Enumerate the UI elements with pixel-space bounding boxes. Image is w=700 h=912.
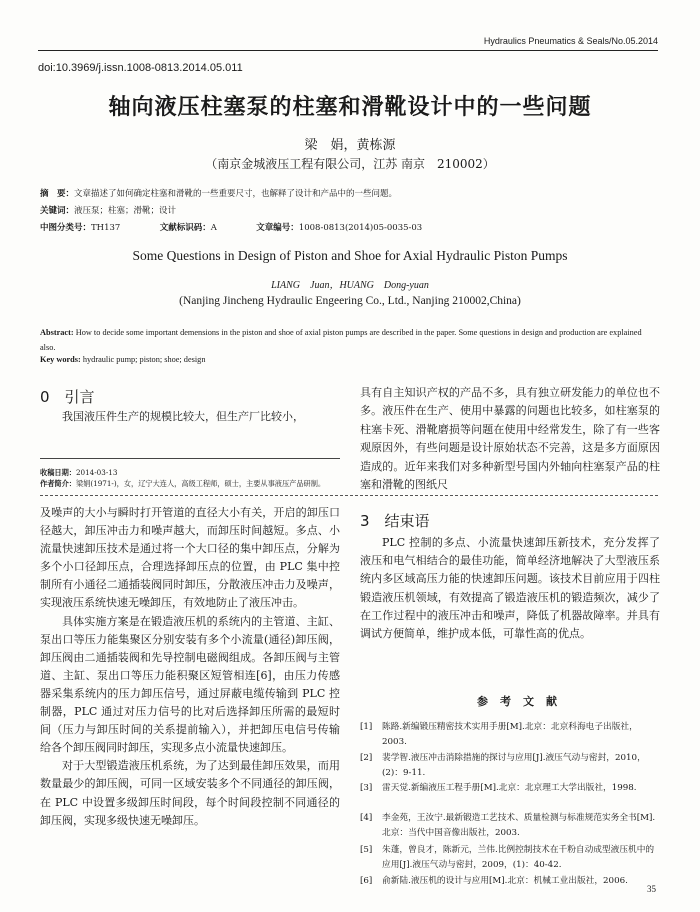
reference-text: 雷天觉.新编液压工程手册[M].北京：北京理工大学出版社，1998. <box>382 783 637 793</box>
keywords-chinese <box>40 204 176 216</box>
title-english: Some Questions in Design of Piston and Shoe for Axial Hydraulic Piston Pumps <box>132 248 568 263</box>
doc-code-value: A <box>210 223 217 233</box>
footnote <box>40 467 340 489</box>
page-break-divider <box>40 495 658 496</box>
reference-text: 朱蓬，曾良才，陈新元，兰伟.比例控制技术在千粉自动成型液压机中的应用[J].液压气动与密封，2009，(1)：40-42. <box>382 845 655 870</box>
abstract-english-text: How to decide some important demensions in the piston and shoe of axial piston pumps are described in the paper. Some questions in design and production are explained also. <box>40 328 642 352</box>
reference-text: 裴学智.液压冲击消除措施的探讨与应用[J].液压气动与密封，2010，(2)：9-11. <box>382 753 646 778</box>
keywords-chinese-text: 液压泵；柱塞；滑靴；设计 <box>74 206 177 216</box>
page-number: 35 <box>647 884 656 894</box>
reference-item <box>360 781 660 796</box>
keywords-english-label: Key words: <box>40 355 81 364</box>
reference-text: 陈路.新编锻压精密技术实用手册[M].北京：北京科海电子出版社，2003. <box>382 722 638 747</box>
section-intro-heading: 0 引言 <box>40 388 95 406</box>
section-intro-text <box>40 408 340 426</box>
section-conclusion-heading: 3 结束语 <box>360 512 430 530</box>
title-chinese: 轴向液压柱塞泵的柱塞和滑靴设计中的一些问题 <box>108 95 592 120</box>
affiliation-chinese: （南京金城液压工程有限公司，江苏 南京 210002） <box>205 157 495 171</box>
body-paragraph-1: 及噪声的大小与瞬时打开管道的直径大小有关，开启的卸压口径越大，卸压冲击力和噪声越大，而卸压时间越短。多点、小流量快速卸压技术是通过将一个大口径的集中卸压点，分解为多个小口径卸压点，合理选择卸压点的位置，由 PLC 集中控制所有小通径二通插装阀同时卸压，分散液压冲击力及噪声，实现液压系统快速无噪卸压，有效地防止了液压冲击。 <box>40 506 340 610</box>
reference-item <box>360 811 660 840</box>
received-label: 收稿日期： <box>40 468 76 477</box>
bio-label: 作者简介： <box>40 479 76 488</box>
abstract-english-label: Abstract: <box>40 328 74 337</box>
reference-number: [1] <box>360 722 373 732</box>
footnote-rule <box>40 458 340 459</box>
abstract-english <box>40 325 658 355</box>
clc-label: 中图分类号： <box>40 223 92 233</box>
doi: doi:10.3969/j.issn.1008-0813.2014.05.011 <box>38 62 243 74</box>
keywords-english <box>40 355 205 364</box>
reference-item <box>360 843 660 872</box>
clc-value: TH137 <box>91 223 121 233</box>
author-bio <box>40 478 340 489</box>
reference-item <box>360 720 660 749</box>
abstract-chinese-label: 摘 要： <box>40 189 75 199</box>
reference-item <box>360 874 660 889</box>
journal-header: Hydraulics Pneumatics & Seals/No.05.2014 <box>483 36 658 46</box>
article-number-value: 1008-0813(2014)05-0035-03 <box>298 223 423 233</box>
authors-chinese: 梁 娟，黄栋源 <box>304 138 396 153</box>
classification-line <box>40 221 422 233</box>
keywords-english-text: hydraulic pump; piston; shoe; design <box>80 355 206 364</box>
intro-paragraph: 我国液压件生产的规模比较大，但生产厂比较小， <box>62 410 304 423</box>
conclusion-text <box>360 534 660 643</box>
left-column-body <box>40 504 340 830</box>
header-rule <box>38 50 658 51</box>
article-number-label: 文章编号： <box>256 223 299 233</box>
authors-english: LIANG Juan，HUANG Dong-yuan <box>271 280 429 291</box>
reference-number: [5] <box>360 845 373 855</box>
references-title: 参考文献 <box>477 695 569 708</box>
reference-number: [6] <box>360 876 373 886</box>
reference-item <box>360 751 660 780</box>
body-paragraph-3: 对于大型锻造液压机系统，为了达到最佳卸压效果，而用数量最少的卸压阀，可同一区域安装多个不同通径的卸压阀，在 PLC 中设置多级卸压时间段，每个时间段控制不同通径的卸压阀，实现多级快速无噪卸压。 <box>40 759 340 827</box>
doc-code-label: 文献标识码： <box>159 223 211 233</box>
reference-number: [4] <box>360 813 373 823</box>
bio-text: 梁娟(1971-)，女，辽宁大连人，高级工程师，硕士，主要从事液压产品研制。 <box>75 479 326 488</box>
keywords-chinese-label: 关键词： <box>40 206 75 216</box>
right-column-top <box>360 384 660 494</box>
reference-text: 俞新陆.液压机的设计与应用[M].北京：机械工业出版社，2006. <box>382 876 628 886</box>
reference-text: 李金苑，王汝宁.最新锻造工艺技术、质量检测与标准规范实务全书[M].北京：当代中国音像出版社，2003. <box>382 813 656 838</box>
affiliation-english: (Nanjing Jincheng Hydraulic Engeering Co., Ltd., Nanjing 210002,China) <box>179 295 521 307</box>
body-paragraph-2: 具体实施方案是在锻造液压机的系统内的主管道、主缸、泵出口等压力能集聚区分别安装有多个小流量(通径)卸压阀，卸压阀由二通插装阀和先导控制电磁阀组成。各卸压阀与主管道、主缸、泵出口等压力能积聚区短管相连[6]，由压力传感器采集系统内的压力卸压信号，通过屏蔽电缆传输到 PLC 控制器，PLC 通过对压力信号的比对后选择卸压所需的最短时间（压力与卸压时间的关系提前输入），并把卸压电信号传输给各个卸压阀同时卸压，实现多点小流量快速卸压。 <box>40 614 340 755</box>
reference-number: [2] <box>360 753 373 763</box>
received-value: 2014-03-13 <box>75 468 118 477</box>
abstract-chinese-text: 文章描述了如何确定柱塞和滑靴的一些重要尺寸，也解释了设计和产品中的一些问题。 <box>74 189 398 199</box>
abstract-chinese <box>40 187 397 199</box>
conclusion-paragraph: PLC 控制的多点、小流量快速卸压新技术，充分发挥了液压和电气相结合的最佳功能，简单经济地解决了大型液压系统内多区域高压力能的快速卸压问题。该技术目前应用于四柱锻造液压机领域，有效提高了锻造液压机的锻造频次，减少了在工作过程中的液压冲击和噪声，降低了机器故障率。并具有调试方便简单，维护成本低，可靠性高的优点。 <box>360 536 660 641</box>
received-date <box>40 467 340 478</box>
right-top-paragraph: 具有自主知识产权的产品不多，具有独立研发能力的单位也不多。液压件在生产、使用中暴露的问题也比较多，如柱塞泵的柱塞卡死、滑靴磨损等问题在使用中经常发生，除了有一些客观原因外，有些问题是设计原始状态不完善，这是多方面原因造成的。近年来我们对多种新型号国内外轴向柱塞泵产品的柱塞和滑靴的图纸尺 <box>360 386 660 492</box>
reference-number: [3] <box>360 783 373 793</box>
